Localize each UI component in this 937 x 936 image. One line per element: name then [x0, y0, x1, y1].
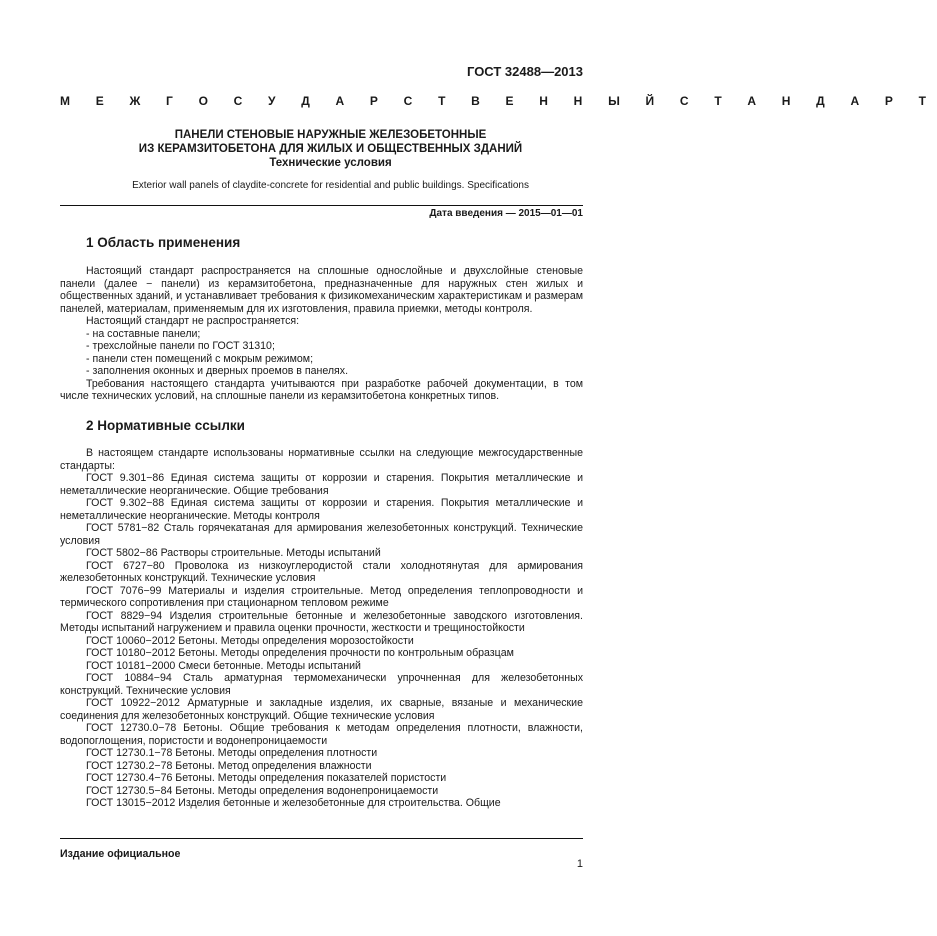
- reference-item: ГОСТ 10060−2012 Бетоны. Методы определения морозостойкости: [86, 634, 414, 647]
- section-1-heading: 1 Область применения: [86, 235, 241, 250]
- section-2-heading: 2 Нормативные ссылки: [86, 418, 245, 433]
- introduction-date: Дата введения — 2015—01—01: [429, 208, 583, 219]
- reference-item: ГОСТ 6727−80 Проволока из низкоуглеродистой стали холоднотянутая для армирования железобетонных конструкций. Технические условия: [60, 559, 583, 584]
- reference-item: ГОСТ 9.302−88 Единая система защиты от коррозии и старения. Покрытия металлические и неметаллические неорганические. Методы контроля: [60, 497, 583, 522]
- reference-item: ГОСТ 9.301−86 Единая система защиты от коррозии и старения. Покрытия металлические и неметаллические неорганические. Общие требования: [60, 472, 583, 497]
- document-title: [60, 128, 601, 170]
- page-number: 1: [576, 858, 583, 870]
- reference-item: ГОСТ 8829−94 Изделия строительные бетонные и железобетонные заводского изготовления. Методы испытаний нагружением и правила оценки прочности, жесткости и трещиностойкости: [60, 609, 583, 634]
- reference-item: ГОСТ 10884−94 Сталь арматурная термомеханически упрочненная для железобетонных конструкций. Технические условия: [60, 672, 583, 697]
- reference-item: ГОСТ 12730.2−78 Бетоны. Метод определения влажности: [86, 759, 372, 772]
- reference-item: ГОСТ 10922−2012 Арматурные и закладные изделия, их сварные, вязаные и механические соединения для железобетонных конструкций. Общие технические условия: [60, 697, 583, 722]
- paragraph: Настоящий стандарт не распространяется:: [86, 315, 300, 327]
- list-item: - панели стен помещений с мокрым режимом;: [86, 352, 314, 365]
- reference-item: ГОСТ 7076−99 Материалы и изделия строительные. Метод определения теплопроводности и термического сопротивления при стационарном тепловом режиме: [60, 584, 583, 609]
- section-1-body: [60, 265, 583, 403]
- title-line-3: Технические условия: [269, 157, 392, 169]
- interstate-standard-banner: М Е Ж Г О С У Д А Р С Т В Е Н Н Ы Й С Т А Н Д А Р Т: [60, 94, 937, 108]
- reference-item: ГОСТ 12730.1−78 Бетоны. Методы определения плотности: [86, 747, 378, 759]
- list-item: - заполнения оконных и дверных проемов в панелях.: [86, 365, 349, 377]
- header-divider: [60, 205, 583, 206]
- reference-item: ГОСТ 12730.4−76 Бетоны. Методы определения показателей пористости: [86, 772, 447, 784]
- reference-item: ГОСТ 13015−2012 Изделия бетонные и железобетонные для строительства. Общие: [86, 797, 501, 809]
- section-2-body: [60, 447, 583, 810]
- list-item: - трехслойные панели по ГОСТ 31310;: [86, 340, 275, 352]
- paragraph: Настоящий стандарт распространяется на сплошные однослойные и двухслойные стеновые панели (далее − панели) из керамзитобетона, предназначенные для наружных стен жилых и общественных зданий, и устанавливает требования к физикомеханическим характеристикам и размерам панелей, материалам, применяемым для их изготовления, правила приемки, методы контроля.: [60, 265, 583, 315]
- reference-item: ГОСТ 5802−86 Растворы строительные. Методы испытаний: [86, 547, 381, 559]
- reference-item: ГОСТ 10181−2000 Смеси бетонные. Методы испытаний: [86, 659, 361, 672]
- footer-divider: [60, 838, 583, 839]
- reference-item: ГОСТ 12730.0−78 Бетоны. Общие требования к методам определения плотности, влажности, водопоглощения, пористости и водонепроницаемости: [60, 722, 583, 747]
- edition-label: Издание официальное: [60, 848, 181, 860]
- title-line-1: ПАНЕЛИ СТЕНОВЫЕ НАРУЖНЫЕ ЖЕЛЕЗОБЕТОННЫЕ: [174, 129, 487, 141]
- title-line-2: ИЗ КЕРАМЗИТОБЕТОНА ДЛЯ ЖИЛЫХ И ОБЩЕСТВЕННЫХ ЗДАНИЙ: [138, 143, 523, 155]
- paragraph: Требования настоящего стандарта учитываются при разработке рабочей документации, в том числе технических условий, на сплошные панели из керамзитобетона конкретных типов.: [60, 377, 583, 402]
- list-item: - на составные панели;: [86, 327, 201, 340]
- paragraph: В настоящем стандарте использованы нормативные ссылки на следующие межгосударственные стандарты:: [60, 447, 583, 472]
- document-code: ГОСТ 32488—2013: [467, 64, 583, 79]
- reference-item: ГОСТ 10180−2012 Бетоны. Методы определения прочности по контрольным образцам: [86, 647, 514, 659]
- reference-item: ГОСТ 12730.5−84 Бетоны. Методы определения водонепроницаемости: [86, 784, 439, 797]
- reference-item: ГОСТ 5781−82 Сталь горячекатаная для армирования железобетонных конструкций. Технические условия: [60, 522, 583, 547]
- english-title: Exterior wall panels of claydite-concrete for residential and public buildings. Specifications: [132, 180, 529, 191]
